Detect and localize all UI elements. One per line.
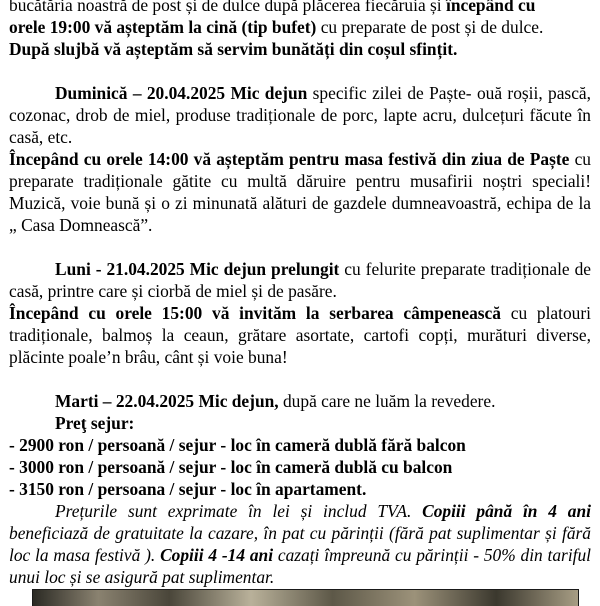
monday-description: cu felurite preparate tradiționale de casă, printre care și ciorbă de miel și de pasăre. — [9, 259, 591, 301]
intro-line-3: După slujbă vă așteptăm să servim bunătăți din coșul sfințit. — [9, 39, 458, 59]
notes-vat: Prețurile sunt exprimate în lei și includ TVA. — [55, 501, 423, 521]
monday-fair-bold: Începând cu orele 15:00 vă invităm la serbarea câmpenească — [9, 303, 501, 323]
monday-heading: Luni - 21.04.2025 Mic dejun prelungit — [55, 259, 340, 279]
tuesday-description: după care ne luăm la revedere. — [278, 391, 496, 411]
notes-children-under-4: Copiii până în 4 ani — [422, 501, 591, 521]
sunday-festive-paragraph — [0, 148, 600, 236]
price-item-2: - 3000 ron / persoană / sejur - loc în cameră dublă cu balcon — [9, 457, 453, 477]
spacer — [0, 60, 600, 82]
pricing-title: Preţ sejur: — [55, 413, 135, 433]
notes-discount: cazați împreună cu părinții - 50% din tariful unui loc și se asigură pat suplimentar. — [9, 545, 592, 587]
sunday-festive-bold: Începând cu orele 14:00 vă așteptăm pentru masa festivă din ziua de Paște — [9, 149, 570, 169]
intro-line-1a: bucătăria noastră de post și de dulce după plăcerea fiecăruia și — [9, 0, 446, 15]
sunday-heading: Duminică – 20.04.2025 Mic dejun — [55, 83, 308, 103]
photo-image — [32, 589, 579, 606]
monday-fair-rest: cu platouri tradiționale, balmoș la ceaun, grătare asortate, cartofi copți, murături diverse, plăcinte poale’n brâu, cânt și voie buna! — [9, 303, 591, 367]
spacer — [0, 236, 600, 258]
price-item-3: - 3150 ron / persoana / sejur - loc în apartament. — [9, 479, 367, 499]
notes-paragraph — [0, 500, 600, 588]
notes-children-4-14: Copiii 4 -14 ani — [160, 545, 274, 565]
intro-line-1b: începând cu — [445, 0, 536, 15]
intro-line-2b: cu preparate de post și de dulce. — [316, 17, 544, 37]
tuesday-heading: Marti – 22.04.2025 Mic dejun, — [55, 391, 279, 411]
spacer — [0, 368, 600, 390]
price-item-1: - 2900 ron / persoană / sejur - loc în cameră dublă fără balcon — [9, 435, 466, 455]
tuesday-paragraph — [0, 390, 600, 412]
monday-fair-paragraph — [0, 302, 600, 368]
notes-free-stay: beneficiază de gratuitate la cazare, în pat cu părinții (fără pat suplimentar și fără loc la masa festivă ). — [9, 523, 591, 565]
intro-paragraph — [0, 0, 600, 38]
intro-line-2a: orele 19:00 vă așteptăm la cină (tip bufet) — [9, 17, 317, 37]
sunday-description: specific zilei de Paște- ouă roșii, pască, cozonac, drob de miel, produse tradiționale de porc, lapte acru, dulcețuri făcute în casă, etc. — [9, 83, 591, 147]
monday-paragraph — [0, 258, 600, 302]
sunday-festive-rest: cu preparate tradiționale gătite cu multă dăruire pentru musafirii noștri speciali! Muzică, voie bună și o zi minunată alături de gazdele dumneavoastră, echipa de la „ Casa Domnească”. — [9, 149, 591, 235]
sunday-paragraph — [0, 82, 600, 148]
